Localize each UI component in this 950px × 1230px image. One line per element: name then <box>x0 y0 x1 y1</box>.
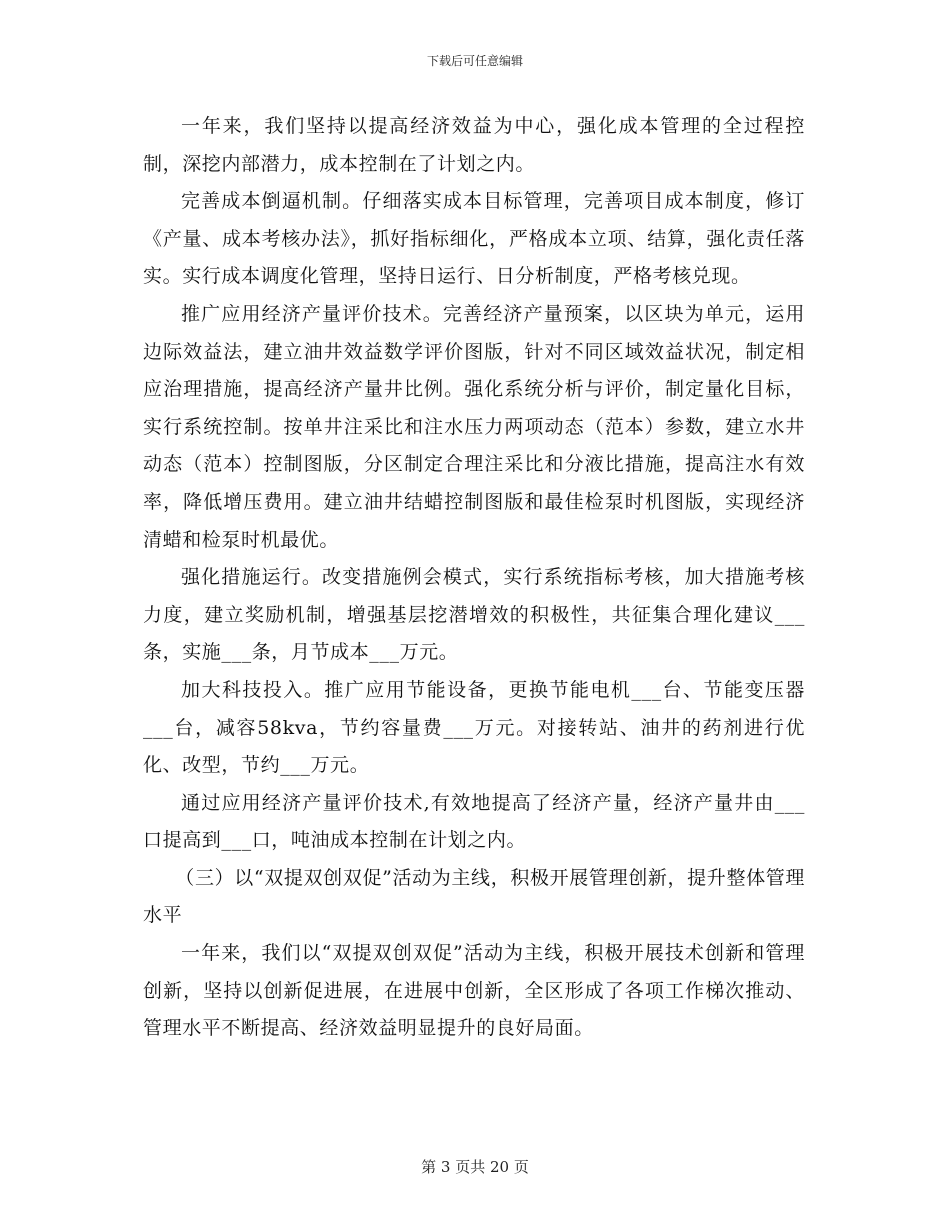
page-header: 下载后可任意编辑 <box>426 54 523 68</box>
paragraph-measures: 强化措施运行。改变措施例会模式，实行系统指标考核，加大措施考核力度，建立奖励机制，增强基层挖潜增效的积极性，共征集合理化建议___条，实施___条，月节成本___万元。 <box>143 566 805 664</box>
section-heading-three: （三）以“双提双创双促”活动为主线，积极开展管理创新，提升整体管理水平 <box>143 866 805 927</box>
paragraph-results: 通过应用经济产量评价技术,有效地提高了经济产量，经济产量井由___口提高到___口，吨油成本控制在计划之内。 <box>143 791 805 852</box>
paragraph-intro: 一年来，我们坚持以提高经济效益为中心，强化成本管理的全过程控制，深挖内部潜力，成本控制在了计划之内。 <box>143 115 805 175</box>
document-body <box>143 108 805 1048</box>
page-footer: 第 3 页共 20 页 <box>421 1158 529 1176</box>
paragraph-innovation: 一年来，我们以“双提双创双促”活动为主线，积极开展技术创新和管理创新，坚持以创新促进展，在进展中创新，全区形成了各项工作梯次推动、管理水平不断提高、经济效益明显提升的良好局面。 <box>143 942 805 1040</box>
paragraph-cost-mechanism: 完善成本倒逼机制。仔细落实成本目标管理，完善项目成本制度，修订《产量、成本考核办法》，抓好指标细化，严格成本立项、结算，强化责任落实。实行成本调度化管理，坚持日运行、日分析制度，严格考核兑现。 <box>143 190 805 288</box>
paragraph-technology: 加大科技投入。推广应用节能设备，更换节能电机___台、节能变压器___台，减容58kva，节约容量费___万元。对接转站、油井的药剂进行优化、改型，节约___万元。 <box>143 678 805 777</box>
paragraph-economic-output: 推广应用经济产量评价技术。完善经济产量预案，以区块为单元，运用边际效益法，建立油井效益数学评价图版，针对不同区域效益状况，制定相应治理措施，提高经济产量井比例。强化系统分析与评价，制定量化目标，实行系统控制。按单井注采比和注水压力两项动态（范本）参数，建立水井动态（范本）控制图版，分区制定合理注采比和分液比措施，提高注水有效率，降低增压费用。建立油井结蜡控制图版和最佳检泵时机图版，实现经济清蜡和检泵时机最优。 <box>143 302 805 551</box>
